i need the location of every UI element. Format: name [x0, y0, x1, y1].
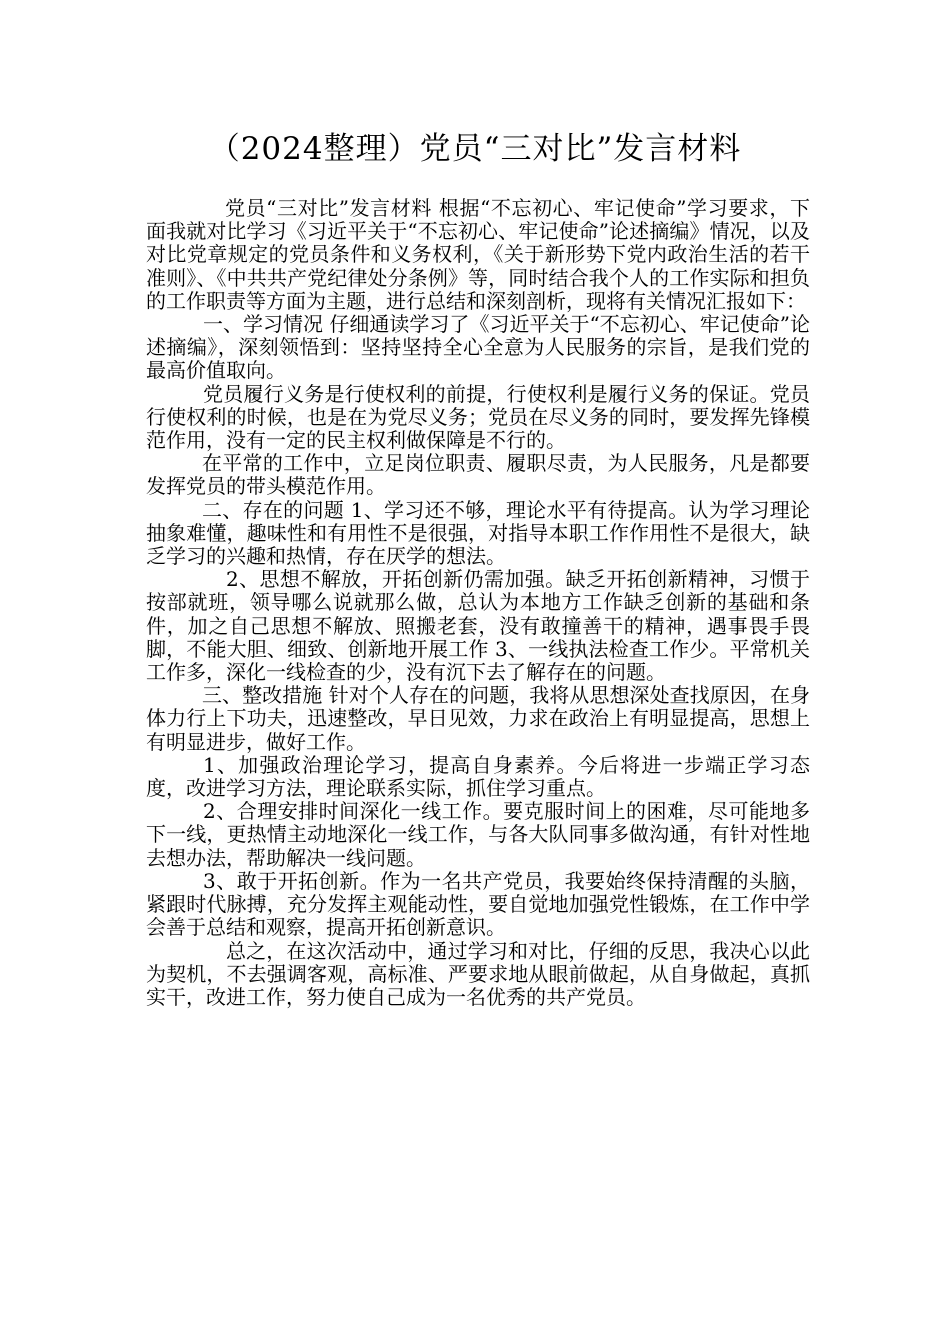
paragraph-problem-2: 2、思想不解放，开拓创新仍需加强。缺乏开拓创新精神，习惯于按部就班，领导哪么说就那么做，总认为本地方工作缺乏创新的基础和条件，加之自己思想不解放、照搬老套，没有敢撞善干的精神，遇事畏手畏脚，不能大胆、细致、创新地开展工作 3、一线执法检查工作少。平常机关工作多，深化一线检查的少，没有沉下去了解存在的问题。 — [146, 567, 810, 685]
paragraph-study-situation: 一、学习情况 仔细通读学习了《习近平关于“不忘初心、牢记使命”论述摘编》，深刻领悟到：坚持坚持全心全意为人民服务的宗旨，是我们党的最高价值取向。 — [146, 312, 810, 383]
paragraph-intro: 党员“三对比”发言材料 根据“不忘初心、牢记使命”学习要求，下面我就对比学习《习近平关于“不忘初心、牢记使命”论述摘编》情况，以及对比党章规定的党员条件和义务权利，《关于新形势下党内政治生活的若干准则》、《中共共产党纪律处分条例》等，同时结合我个人的工作实际和担负的工作职责等方面为主题，进行总结和深刻剖析，现将有关情况汇报如下： — [146, 196, 810, 313]
paragraph-problems: 二、存在的问题 1、学习还不够，理论水平有待提高。认为学习理论抽象难懂，趣味性和有用性不是很强，对指导本职工作作用性不是很大，缺乏学习的兴趣和热情，存在厌学的想法。 — [146, 497, 810, 569]
paragraph-rectification: 三、整改措施 针对个人存在的问题，我将从思想深处查找原因，在身体力行上下功夫，迅速整改，早日见效，力求在政治上有明显提高，思想上有明显进步，做好工作。 — [146, 683, 810, 754]
paragraph-measure-3: 3、敢于开拓创新。作为一名共产党员，我要始终保持清醒的头脑，紧跟时代脉搏，充分发挥主观能动性，要自觉地加强党性锻炼，在工作中学会善于总结和观察，提高开拓创新意识。 — [146, 868, 810, 940]
paragraph-duties-rights: 党员履行义务是行使权利的前提，行使权利是履行义务的保证。党员行使权利的时候，也是在为党尽义务；党员在尽义务的同时，要发挥先锋模范作用，没有一定的民主权利做保障是不行的。 — [146, 381, 810, 453]
document-title: （2024整理）党员“三对比”发言材料 — [208, 131, 742, 167]
document-body — [146, 197, 810, 1009]
paragraph-measure-1: 1、加强政治理论学习，提高自身素养。今后将进一步端正学习态度，改进学习方法，理论联系实际，抓住学习重点。 — [146, 752, 810, 801]
paragraph-measure-2: 2、合理安排时间深化一线工作。要克服时间上的困难，尽可能地多下一线，更热情主动地深化一线工作，与各大队同事多做沟通，有针对性地去想办法，帮助解决一线问题。 — [146, 799, 810, 870]
paragraph-daily-work: 在平常的工作中，立足岗位职责、履职尽责，为人民服务，凡是都要发挥党员的带头模范作用。 — [146, 451, 810, 499]
paragraph-conclusion: 总之，在这次活动中，通过学习和对比，仔细的反思，我决心以此为契机，不去强调客观，高标准、严要求地从眼前做起，从自身做起，真抓实干，改进工作，努力使自己成为一名优秀的共产党员。 — [146, 938, 810, 1009]
